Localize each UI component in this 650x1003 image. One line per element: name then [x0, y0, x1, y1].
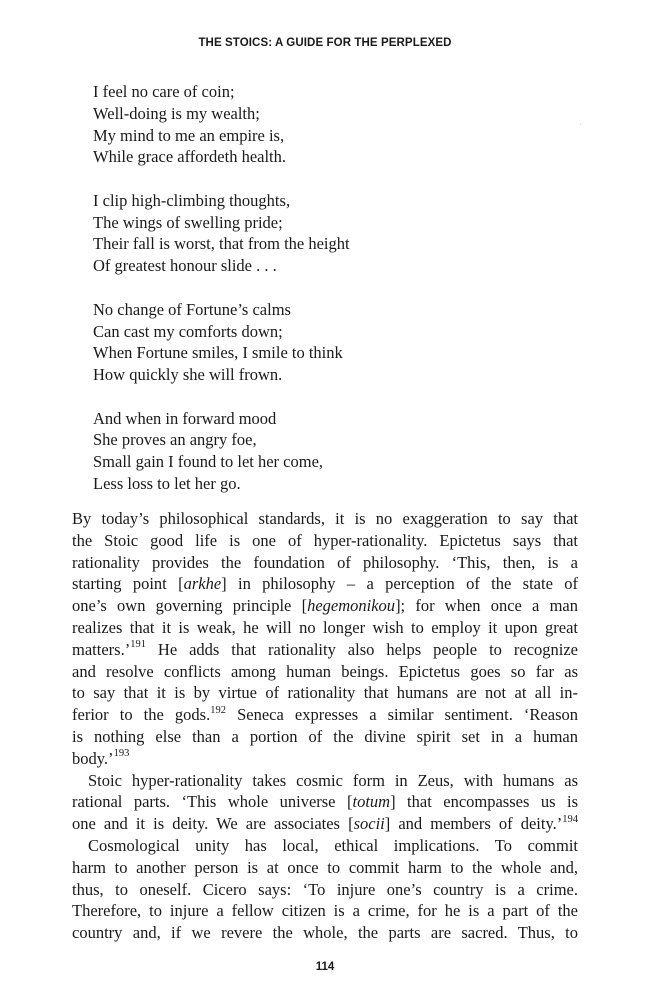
verse-line: Their fall is worst, that from the height: [93, 234, 350, 254]
verse-line: No change of Fortune’s calms: [93, 299, 291, 319]
poem-block: [93, 81, 350, 495]
text-line: By today’s philosophical standards, it is no exaggeration to say that: [72, 509, 578, 528]
poem-stanza: [93, 81, 350, 168]
italic-term: socii: [353, 814, 385, 834]
running-head: THE STOICS: A GUIDE FOR THE PERPLEXED: [198, 37, 452, 49]
text-line: ferior to the gods.$^{192}$ Seneca expresses a similar sentiment. ‘Reason: [72, 704, 578, 725]
scan-speck: [580, 124, 581, 125]
poem-stanza: [93, 408, 350, 495]
italic-term: hegemonikou: [307, 596, 396, 616]
text-line: rationality provides the foundation of philosophy. ‘This, then, is a: [72, 552, 578, 572]
text-line: body.’$^{193}$: [72, 748, 130, 768]
verse-line: How quickly she will frown.: [93, 365, 283, 385]
text-line: the Stoic good life is one of hyper-rationality. Epictetus says that: [72, 530, 578, 550]
footnote-ref: 192: [210, 704, 226, 716]
verse-line: Less loss to let her go.: [93, 474, 241, 494]
verse-line: I feel no care of coin;: [93, 82, 235, 101]
text-line: Cosmological unity has local, ethical implications. To commit: [88, 835, 578, 855]
text-line: realizes that it is weak, he will no longer wish to employ it upon great: [72, 617, 578, 637]
verse-line: While grace affordeth health.: [93, 147, 287, 167]
verse-line: Well-doing is my wealth;: [93, 103, 260, 123]
text-line: matters.’$^{191}$ He adds that rationality also helps people to recognize: [72, 639, 578, 659]
text-line: starting point [arkhe] in philosophy – a perception of the state of: [72, 574, 578, 594]
italic-term: totum: [352, 792, 391, 812]
text-line: one’s own governing principle [hegemonikou]; for when once a man: [72, 596, 578, 616]
footnote-ref: 191: [130, 639, 146, 651]
verse-line: Small gain I found to let her come,: [93, 452, 324, 472]
footnote-ref: 194: [562, 813, 578, 825]
verse-line: And when in forward mood: [93, 408, 277, 428]
verse-line: Of greatest honour slide . . .: [93, 256, 277, 276]
poem-stanza: [93, 190, 350, 277]
verse-line: She proves an angry foe,: [93, 430, 257, 450]
text-line: country and, if we revere the whole, the parts are sacred. Thus, to: [72, 923, 578, 943]
text-line: and resolve conflicts among human beings. Epictetus goes so far as: [72, 661, 578, 681]
footnote-ref: 193: [113, 748, 130, 760]
verse-line: I clip high-climbing thoughts,: [93, 190, 291, 210]
verse-line: My mind to me an empire is,: [93, 125, 285, 145]
verse-line: Can cast my comforts down;: [93, 321, 283, 341]
text-line: thus, to oneself. Cicero says: ‘To injure one’s country is a crime.: [72, 879, 578, 899]
text-line: is nothing else than a portion of the divine spirit set in a human: [72, 726, 578, 746]
poem-stanza: [93, 299, 350, 386]
text-line: one and it is deity. We are associates [socii] and members of deity.’$^{194}$: [72, 813, 578, 834]
body-text: [72, 508, 578, 944]
text-line: Therefore, to injure a fellow citizen is a crime, for he is a part of the: [72, 901, 578, 921]
text-line: Stoic hyper-rationality takes cosmic form in Zeus, with humans as: [88, 770, 578, 790]
page-number: 114: [315, 961, 335, 973]
italic-term: arkhe: [183, 574, 222, 594]
text-line: rational parts. ‘This whole universe [totum] that encompasses us is: [72, 792, 579, 812]
verse-line: The wings of swelling pride;: [93, 212, 283, 232]
text-line: harm to another person is at once to commit harm to the whole and,: [72, 857, 578, 877]
text-line: to say that it is by virtue of rationality that humans are not at all in-: [72, 683, 578, 703]
verse-line: When Fortune smiles, I smile to think: [93, 343, 343, 363]
